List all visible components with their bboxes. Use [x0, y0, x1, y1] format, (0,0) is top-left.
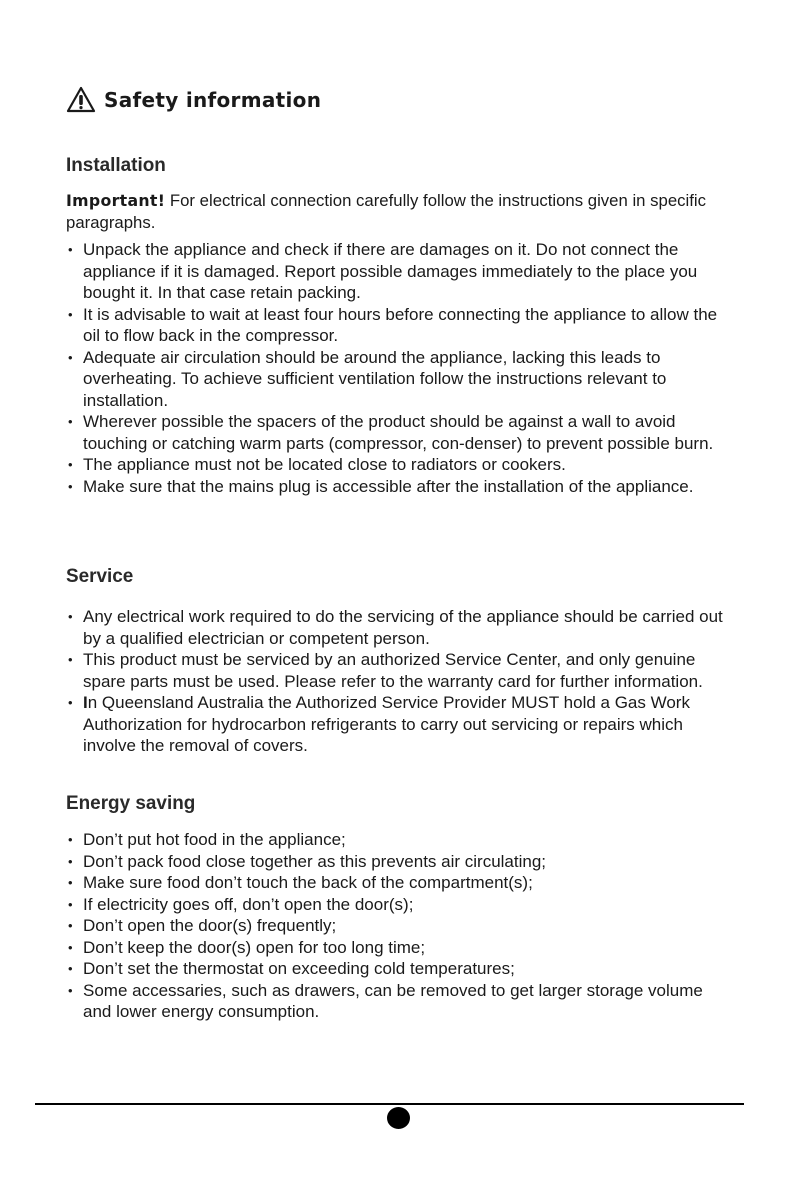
list-item: [66, 829, 726, 851]
page-marker-dot-icon: [387, 1107, 410, 1129]
bullet-icon: •: [68, 982, 73, 998]
service-heading: Service: [66, 565, 134, 587]
list-item: [66, 649, 726, 692]
service-section: [66, 565, 726, 757]
installation-list: [66, 239, 726, 497]
list-item: [66, 915, 726, 937]
list-item-text: The appliance must not be located close to radiators or cookers.: [83, 455, 566, 474]
bullet-icon: •: [68, 853, 73, 869]
bullet-icon: •: [68, 832, 73, 847]
list-item-text: Wherever possible the spacers of the product should be against a wall to avoid touching or catching warm parts (compressor, con-denser) to prevent possible burn.: [83, 412, 714, 453]
list-item-text: Any electrical work required to do the servicing of the appliance should be carried out by a qualified electrician or competent person.: [83, 607, 723, 648]
list-item: [66, 692, 726, 757]
list-item: [66, 958, 726, 980]
bullet-icon: •: [68, 695, 73, 710]
page-title: [66, 86, 321, 113]
list-item-text: If electricity goes off, don’t open the door(s);: [83, 894, 414, 914]
bullet-icon: •: [68, 896, 73, 912]
list-item: [66, 476, 726, 498]
bullet-icon: •: [68, 875, 73, 890]
list-item: [66, 347, 726, 412]
bullet-icon: •: [68, 414, 73, 429]
list-item-text: Unpack the appliance and check if there are damages on it. Do not connect the appliance if it is damaged. Report possible damages immediately to the place you bought it. In that case retain packing.: [83, 240, 698, 302]
list-item-text: Don’t open the door(s) frequently;: [83, 916, 337, 935]
bullet-icon: •: [68, 939, 73, 955]
list-item: [66, 606, 726, 649]
list-item: [66, 872, 726, 894]
bullet-icon: •: [68, 478, 73, 494]
list-item-text: Don’t put hot food in the appliance;: [83, 830, 346, 849]
list-item-text: Make sure food don’t touch the back of the compartment(s);: [83, 873, 533, 892]
bullet-icon: •: [68, 652, 73, 667]
energy-saving-heading: Energy saving: [66, 792, 196, 814]
list-item-text: n Queensland Australia the Authorized Service Provider MUST hold a Gas Work Authorization for hydrocarbon refrigerants to carry out servicing or repairs which involve the removal of covers.: [83, 693, 690, 755]
list-item-text: It is advisable to wait at least four hours before connecting the appliance to allow the oil to flow back in the compressor.: [83, 304, 718, 345]
list-item: [66, 454, 726, 476]
bullet-icon: •: [68, 457, 73, 472]
footer-divider: [35, 1103, 744, 1105]
bullet-icon: •: [68, 609, 73, 624]
bullet-icon: •: [68, 918, 73, 933]
important-label: Important!: [66, 191, 166, 210]
list-item-text: Adequate air circulation should be around the appliance, lacking this leads to overheating. To achieve sufficient ventilation follow the instructions relevant to installation.: [83, 347, 667, 410]
list-item-text: Don’t pack food close together as this prevents air circulating;: [83, 851, 547, 871]
list-item: [66, 937, 726, 959]
list-item-text: This product must be serviced by an authorized Service Center, and only genuine spare parts must be used. Please refer to the warranty card for further information.: [83, 650, 703, 691]
bullet-icon: •: [68, 961, 73, 976]
page-title-text: Safety information: [104, 87, 322, 112]
list-item-text: Make sure that the mains plug is accessible after the installation of the appliance.: [83, 476, 694, 496]
energy-saving-section: [66, 792, 726, 1023]
energy-saving-list: [66, 829, 726, 1023]
bullet-icon: •: [68, 242, 73, 257]
service-list: [66, 606, 726, 757]
bullet-icon: •: [68, 349, 73, 365]
list-item: [66, 304, 726, 347]
important-text: For electrical connection carefully follow the instructions given in specific paragraphs.: [66, 191, 706, 232]
list-item: [66, 239, 726, 304]
bullet-icon: •: [68, 306, 73, 322]
list-item-text: Don’t keep the door(s) open for too long time;: [83, 937, 426, 957]
installation-heading: Installation: [66, 154, 166, 176]
list-item: [66, 411, 726, 454]
list-item: [66, 980, 726, 1023]
list-item: [66, 851, 726, 873]
list-item-text: Some accessaries, such as drawers, can be removed to get larger storage volume and lower energy consumption.: [83, 980, 703, 1021]
important-note: [66, 190, 716, 233]
list-item: [66, 894, 726, 916]
bold-initial: I: [83, 693, 88, 712]
warning-triangle-icon: [66, 86, 96, 113]
list-item-text: Don’t set the thermostat on exceeding cold temperatures;: [83, 959, 515, 978]
installation-section: [66, 154, 726, 497]
